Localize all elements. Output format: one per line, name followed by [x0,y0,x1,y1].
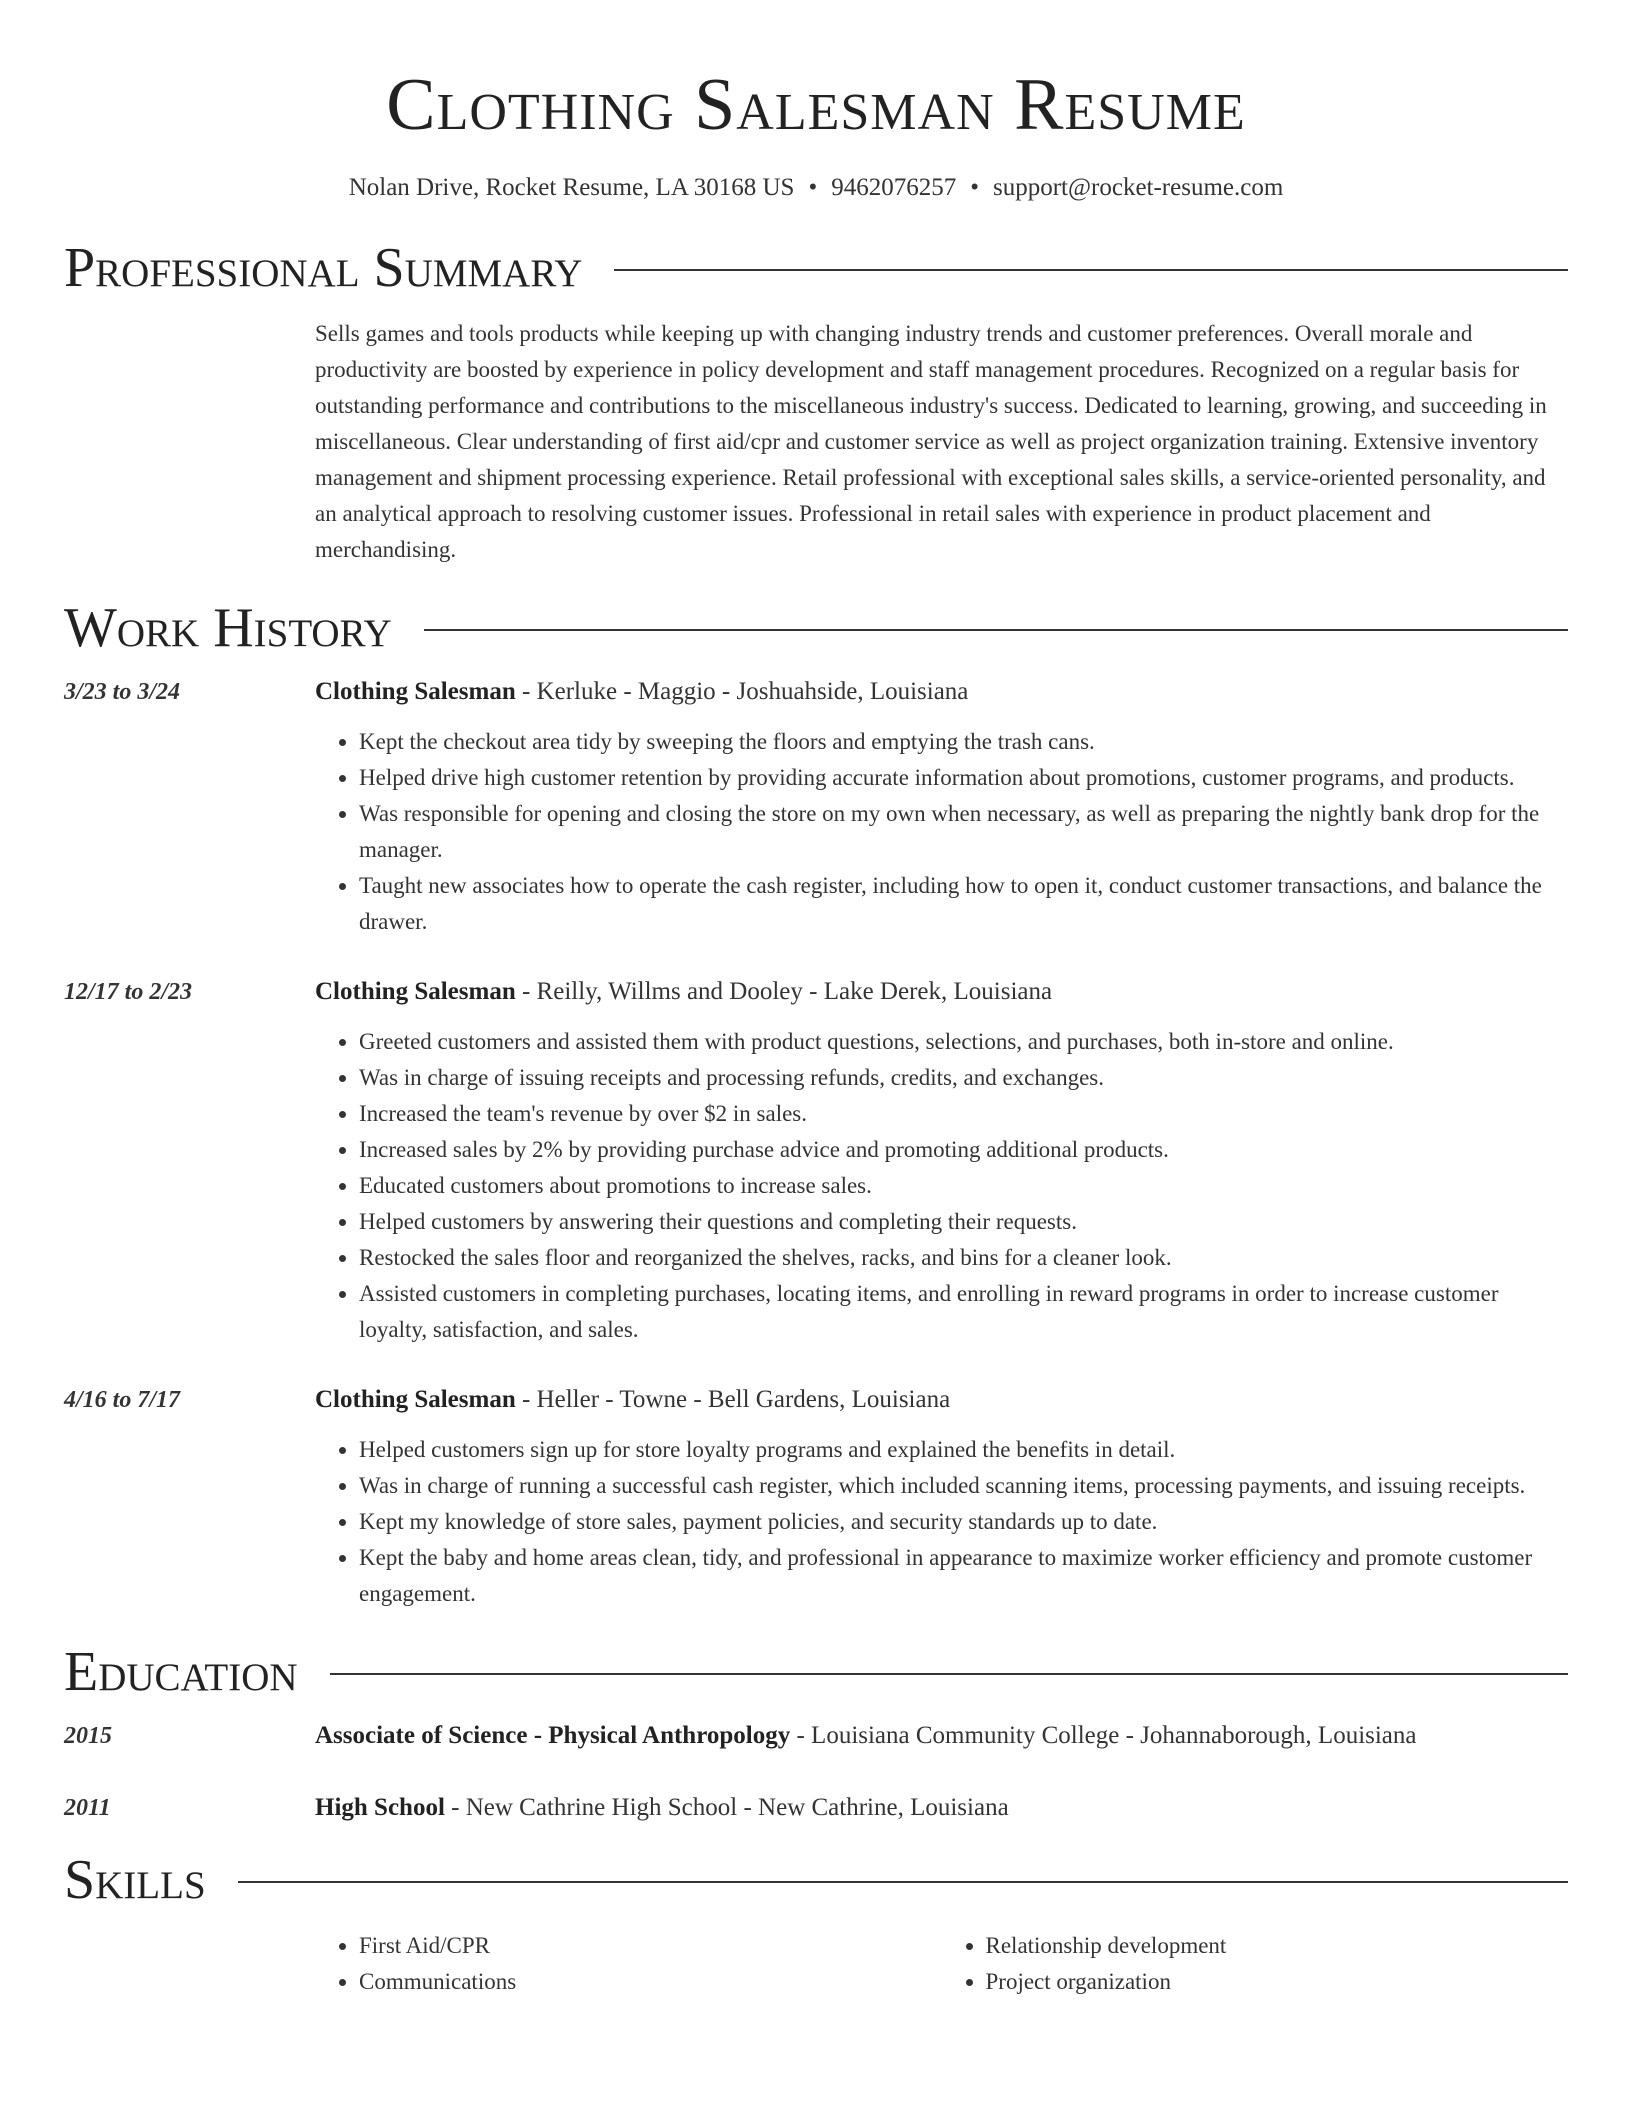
skill-item: • Communications [359,1964,942,2000]
contact-address: Nolan Drive, Rocket Resume, LA 30168 US [348,174,795,201]
education-year: 2015 [64,1723,112,1749]
list-item: • Restocked the sales floor and reorganized the shelves, racks, and bins for a cleaner look. [359,1240,1568,1276]
job-dates: 4/16 to 7/17 [64,1387,181,1413]
section-work-history [64,596,1568,660]
section-professional-summary [64,236,1568,300]
job-employer: - Heller - Towne - Bell Gardens, Louisiana [515,1386,951,1413]
job-employer: - Kerluke - Maggio - Joshuahside, Louisiana [515,678,969,705]
skill-item: • First Aid/CPR [359,1928,942,1964]
list-item: • Kept the checkout area tidy by sweeping the floors and emptying the trash cans. [359,724,1568,760]
list-item: • Was in charge of running a successful cash register, which included scanning items, processing payments, and issuing receipts. [359,1468,1568,1504]
job-entry [64,1382,1568,1612]
list-item: • Helped customers sign up for store loyalty programs and explained the benefits in detail. [359,1432,1568,1468]
job-heading [315,974,1568,1010]
contact-separator: • [808,174,818,201]
education-heading [315,1718,1568,1754]
list-item: • Was responsible for opening and closing the store on my own when necessary, as well as preparing the nightly bank drop for the manager. [359,796,1568,868]
section-heading: Professional Summary [64,237,583,299]
section-heading: Work History [64,597,392,659]
skill-item: • Project organization [986,1964,1569,2000]
section-skills [64,1848,1568,1912]
list-item: • Kept my knowledge of store sales, payment policies, and security standards up to date. [359,1504,1568,1540]
list-item: • Taught new associates how to operate the cash register, including how to open it, conduct customer transactions, and balance the drawer. [359,868,1568,940]
education-entry [64,1790,1568,1826]
resume-page [64,0,1568,2000]
job-title: Clothing Salesman [315,678,516,705]
section-heading: Skills [64,1849,206,1911]
job-title: Clothing Salesman [315,1386,516,1413]
job-duties [315,1024,1568,1348]
resume-title: Clothing Salesman Resume [386,64,1246,146]
job-title: Clothing Salesman [315,978,516,1005]
job-duties [315,1432,1568,1612]
list-item: • Helped drive high customer retention by providing accurate information about promotions, customer programs, and products. [359,760,1568,796]
skills-list [315,1928,1568,2000]
job-heading [315,674,1568,710]
section-divider [330,1673,1568,1675]
summary-text: Sells games and tools products while keeping up with changing industry trends and customer preferences. Overall morale and productivity are boosted by experience in policy development and staff management procedures. Recognized on a regular basis for outstanding performance and contributions to the miscellaneous industry's success. Dedicated to learning, growing, and succeeding in miscellaneous. Clear understanding of first aid/cpr and customer service as well as project organization training. Extensive inventory management and shipment processing experience. Retail professional with exceptional sales skills, a service-oriented personality, and an analytical approach to resolving customer issues. Professional in retail sales with experience in product placement and merchandising. [315,321,1547,562]
list-item: • Increased sales by 2% by providing purchase advice and promoting additional products. [359,1132,1568,1168]
job-duties [315,724,1568,940]
contact-email[interactable]: support@rocket-resume.com [993,174,1284,201]
job-employer: - Reilly, Willms and Dooley - Lake Derek, Louisiana [515,978,1053,1005]
job-dates: 3/23 to 3/24 [64,679,181,705]
education-degree: High School [315,1794,445,1821]
list-item: • Assisted customers in completing purchases, locating items, and enrolling in reward programs in order to increase customer loyalty, satisfaction, and sales. [359,1276,1568,1348]
job-dates: 12/17 to 2/23 [64,979,193,1005]
section-divider [614,269,1568,271]
list-item: • Increased the team's revenue by over $2 in sales. [359,1096,1568,1132]
skills-column-right [942,1928,1569,2000]
contact-separator: • [970,174,979,201]
education-school: - Louisiana Community College - Johannaborough, Louisiana [790,1722,1417,1749]
job-entry [64,974,1568,1348]
skill-item: • Relationship development [986,1928,1569,1964]
contact-line [64,172,1568,204]
education-entry [64,1718,1568,1754]
education-heading [315,1790,1568,1826]
job-heading [315,1382,1568,1418]
education-degree: Associate of Science - Physical Anthropology [315,1722,791,1749]
education-year: 2011 [64,1795,111,1821]
skills-column-left [315,1928,942,2000]
list-item: • Was in charge of issuing receipts and processing refunds, credits, and exchanges. [359,1060,1568,1096]
section-divider [238,1881,1568,1883]
section-education [64,1640,1568,1704]
job-entry [64,674,1568,940]
list-item: • Kept the baby and home areas clean, tidy, and professional in appearance to maximize worker efficiency and promote customer engagement. [359,1540,1568,1612]
section-divider [424,629,1568,631]
education-school: - New Cathrine High School - New Cathrine, Louisiana [444,1794,1009,1821]
contact-phone: 9462076257 [831,174,957,201]
list-item: • Helped customers by answering their questions and completing their requests. [359,1204,1568,1240]
list-item: • Greeted customers and assisted them with product questions, selections, and purchases, both in-store and online. [359,1024,1568,1060]
list-item: • Educated customers about promotions to increase sales. [359,1168,1568,1204]
section-heading: Education [64,1641,298,1703]
